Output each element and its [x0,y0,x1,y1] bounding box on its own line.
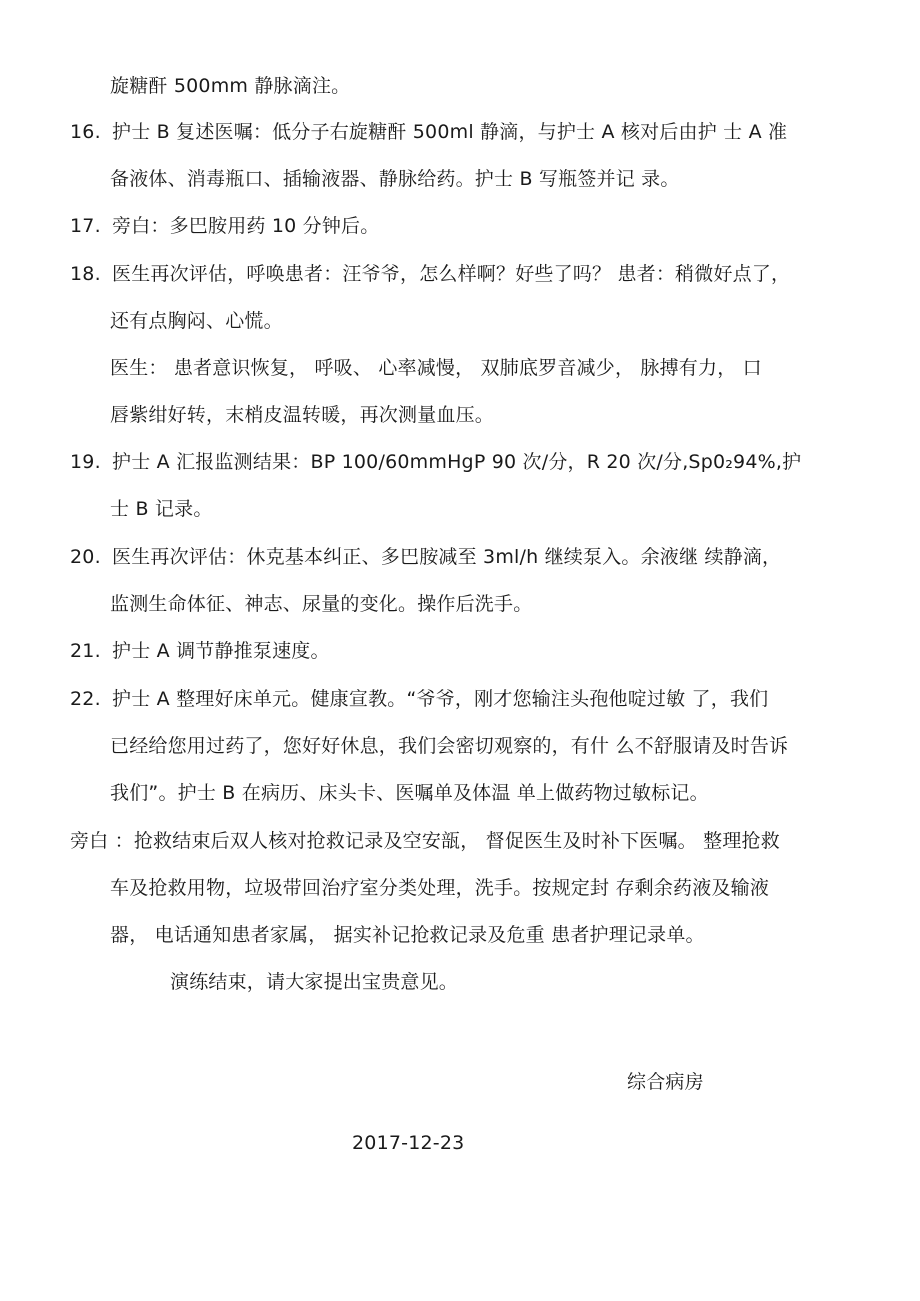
line-text: 还有点胸闷、心慌。 [110,310,283,332]
text-line-3 [110,167,680,191]
date-text: 2017-12-23 [352,1132,465,1154]
item-number: 18. [70,263,101,285]
text-line-4 [70,214,379,238]
item-number: 21. [70,640,101,662]
text-line-1 [110,74,350,98]
line-text: 旁白 ：抢救结束后双人核对抢救记录及空安瓿， 督促医生及时补下医嘱。 整理抢救 [70,830,780,852]
line-text: 护士 B 复述医嘱：低分子右旋糖酐 500ml 静滴，与护士 A 核对后由护 士 A 准 [112,121,788,143]
text-line-11 [70,545,781,569]
text-line-5 [70,262,790,286]
line-text: 我们”。护士 B 在病历、床头卡、医嘱单及体温 单上做药物过敏标记。 [110,782,709,804]
text-line-8 [110,403,494,427]
line-text: 演练结束，请大家提出宝贵意见。 [170,971,459,993]
department-name [627,1070,704,1094]
item-number: 17. [70,215,101,237]
document-date [352,1131,464,1155]
item-number: 22. [70,688,101,710]
item-number: 20. [70,546,101,568]
text-line-16 [110,781,709,805]
line-text: 旋糖酐 500mm 静脉滴注。 [110,75,351,97]
text-line-13 [70,639,330,663]
line-text: 旁白：多巴胺用药 10 分钟后。 [112,215,380,237]
line-text: 医生再次评估，呼唤患者：汪爷爷，怎么样啊？好些了吗？ 患者：稍微好点了， [112,263,791,285]
line-text: 备液体、消毒瓶口、插输液器、静脉给药。护士 B 写瓶签并记 录。 [110,168,680,190]
text-line-20 [170,970,458,994]
line-text: 医生再次评估：休克基本纠正、多巴胺减至 3ml/h 继续泵入。余液继 续静滴， [112,546,782,568]
line-text: 医生： 患者意识恢复， 呼吸、 心率减慢， 双肺底罗音减少， 脉搏有力， 口 [110,357,762,379]
line-text: 器， 电话通知患者家属， 据实补记抢救记录及危重 患者护理记录单。 [110,924,705,946]
text-line-15 [110,734,788,758]
line-text: 士 B 记录。 [110,498,213,520]
text-line-7 [110,356,762,380]
department-text: 综合病房 [627,1071,704,1093]
text-line-14 [70,687,768,711]
line-text: 已经给您用过药了，您好好休息，我们会密切观察的，有什 么不舒服请及时告诉 [110,735,789,757]
text-line-2 [70,120,787,144]
line-text: 护士 A 调节静推泵速度。 [112,640,330,662]
text-line-17 [70,829,780,853]
text-line-9 [70,450,801,474]
text-line-19 [110,923,705,947]
text-line-12 [110,592,532,616]
line-text: 监测生命体征、神志、尿量的变化。操作后洗手。 [110,593,533,615]
item-number: 19. [70,451,101,473]
line-text: 护士 A 整理好床单元。健康宣教。“爷爷，刚才您输注头孢他啶过敏 了，我们 [112,688,769,710]
line-text: 车及抢救用物，垃圾带回治疗室分类处理，洗手。按规定封 存剩余药液及输液 [110,877,770,899]
text-line-10 [110,497,213,521]
text-line-18 [110,876,769,900]
item-number: 16. [70,121,101,143]
line-text: 唇紫绀好转，末梢皮温转暖，再次测量血压。 [110,404,495,426]
text-line-6 [110,309,283,333]
line-text: 护士 A 汇报监测结果：BP 100/60mmHgP 90 次/分，R 20 次/分,Sp0₂94%,护 [112,451,802,473]
